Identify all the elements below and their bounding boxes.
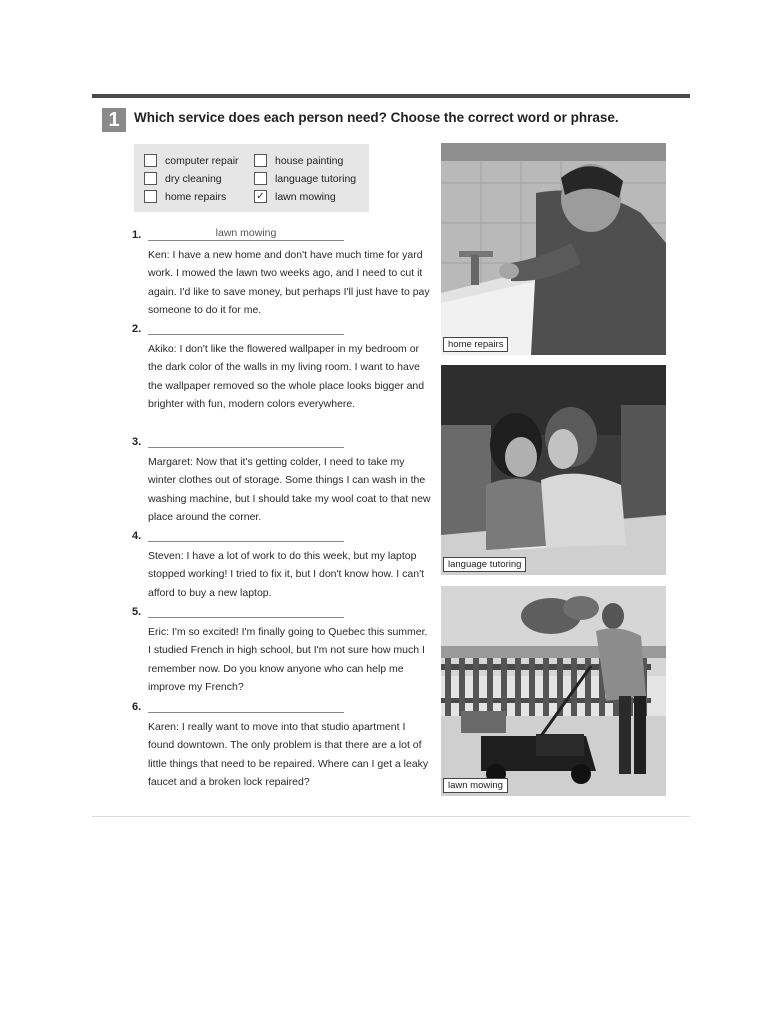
exercise-instruction: Which service does each person need? Choose the correct word or phrase. (134, 110, 619, 125)
option-lawn-mowing[interactable] (254, 190, 336, 203)
checkbox[interactable] (254, 154, 267, 167)
checkbox[interactable] (144, 154, 157, 167)
checkbox[interactable] (144, 190, 157, 203)
photo-lawn-mowing (441, 586, 666, 796)
item-text: Margaret: Now that it's getting colder, I need to take my winter clothes out of storage. Some things I can wash in the washing machine, but I should take my wool coat to that new place around the corner. (148, 456, 431, 523)
tutoring-illustration (441, 365, 666, 575)
option-label: home repairs (165, 190, 227, 203)
option-language-tutoring[interactable] (254, 172, 356, 185)
option-home-repairs[interactable] (144, 190, 226, 203)
exercise-number: 1 (102, 108, 126, 132)
photo-caption: language tutoring (443, 557, 526, 572)
answer-field[interactable] (148, 528, 344, 542)
option-computer-repair[interactable] (144, 154, 239, 167)
item-text: Steven: I have a lot of work to do this week, but my laptop stopped working! I tried to fix it, but I don't know how. I can't afford to buy a new laptop. (148, 550, 424, 599)
option-house-painting[interactable] (254, 154, 343, 167)
word-box (134, 144, 369, 212)
item-text: Eric: I'm so excited! I'm finally going to Quebec this summer. I studied French in high school, but I'm not sure how much I remember now. Do you know anyone who can help me improve my French? (148, 626, 428, 693)
top-rule (92, 94, 690, 98)
option-label: lawn mowing (275, 190, 336, 203)
option-label: language tutoring (275, 172, 357, 185)
item-number: 2. (132, 323, 142, 335)
photo-home-repairs (441, 143, 666, 355)
bottom-rule (92, 816, 690, 817)
photo-language-tutoring (441, 365, 666, 575)
item-text: Karen: I really want to move into that studio apartment I found downtown. The only problem is that there are a lot of little things that need to be repaired. Where can I get a leaky faucet and a broken lock repaired? (148, 721, 429, 788)
option-label: computer repair (165, 154, 239, 167)
item-text: Akiko: I don't like the flowered wallpaper in my bedroom or the dark color of the walls in my living room. I want to have the wallpaper removed so the whole place looks bigger and brighter with fun, modern colors everywhere. (148, 343, 425, 410)
checkbox[interactable] (144, 172, 157, 185)
option-dry-cleaning[interactable] (144, 172, 222, 185)
plumber-illustration (441, 143, 666, 355)
option-label: dry cleaning (165, 172, 222, 185)
item-text: Ken: I have a new home and don't have much time for yard work. I mowed the lawn two weeks ago, and I need to cut it again. I'd like to save money, but perhaps I'll just have to pay someone to do it for me. (148, 249, 430, 316)
answer-field[interactable] (148, 699, 344, 713)
lawn-mowing-illustration (441, 586, 666, 796)
answer-field[interactable] (148, 434, 344, 448)
checkbox[interactable] (254, 172, 267, 185)
answer-field[interactable]: lawn mowing (148, 227, 344, 241)
item-number: 1. (132, 229, 142, 241)
answer-field[interactable] (148, 321, 344, 335)
option-label: house painting (275, 154, 344, 167)
photo-caption: lawn mowing (443, 778, 508, 793)
item-number: 4. (132, 530, 142, 542)
item-number: 3. (132, 436, 142, 448)
checkbox-checked[interactable]: ✓ (254, 190, 267, 203)
answer-field[interactable] (148, 604, 344, 618)
item-number: 5. (132, 606, 142, 618)
photo-caption: home repairs (443, 337, 508, 352)
item-number: 6. (132, 701, 142, 713)
